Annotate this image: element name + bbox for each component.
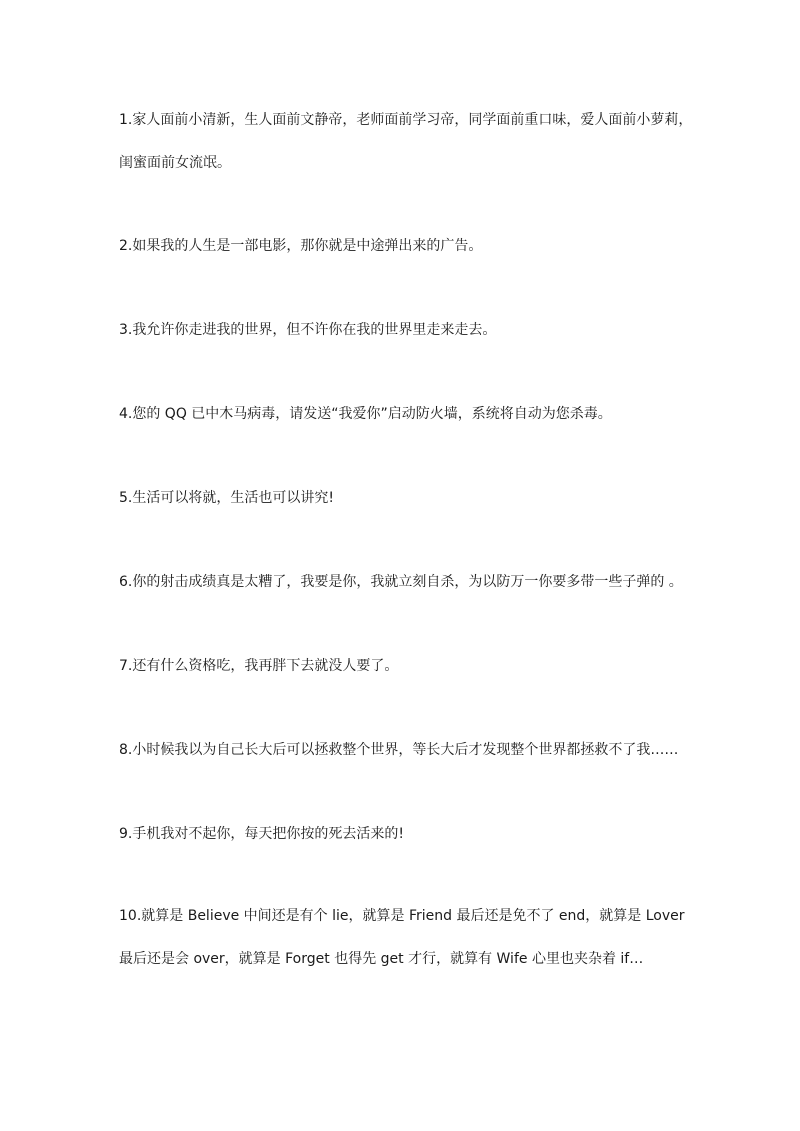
item-2-line-1: 2.如果我的人生是一部电影，那你就是中途弹出来的广告。 [119, 238, 483, 254]
item-9-line-1: 9.手机我对不起你，每天把你按的死去活来的! [119, 826, 404, 842]
item-10-line-1: 10.就算是 Believe 中间还是有个 lie，就算是 Friend 最后还是免不了 end，就算是 Lover [119, 908, 685, 924]
item-6-line-1: 6.你的射击成绩真是太糟了，我要是你，我就立刻自杀，为以防万一你要多带一些子弹的 。 [119, 574, 683, 590]
item-7-line-1: 7.还有什么资格吃，我再胖下去就没人要了。 [119, 658, 399, 674]
item-3-line-1: 3.我允许你走进我的世界，但不许你在我的世界里走来走去。 [119, 322, 497, 338]
item-8-line-1: 8.小时候我以为自己长大后可以拯救整个世界，等长大后才发现整个世界都拯救不了我…… [119, 742, 679, 758]
item-1-line-2: 闺蜜面前女流氓。 [119, 155, 231, 171]
item-4-line-1: 4.您的 QQ 已中木马病毒，请发送“我爱你”启动防火墙，系统将自动为您杀毒。 [119, 406, 612, 422]
item-10-line-2: 最后还是会 over，就算是 Forget 也得先 get 才行，就算有 Wife 心里也夹杂着 if… [119, 951, 644, 967]
item-5-line-1: 5.生活可以将就，生活也可以讲究! [119, 490, 334, 506]
item-1-line-1: 1.家人面前小清新，生人面前文静帝，老师面前学习帝，同学面前重口味，爱人面前小萝莉， [119, 112, 693, 128]
